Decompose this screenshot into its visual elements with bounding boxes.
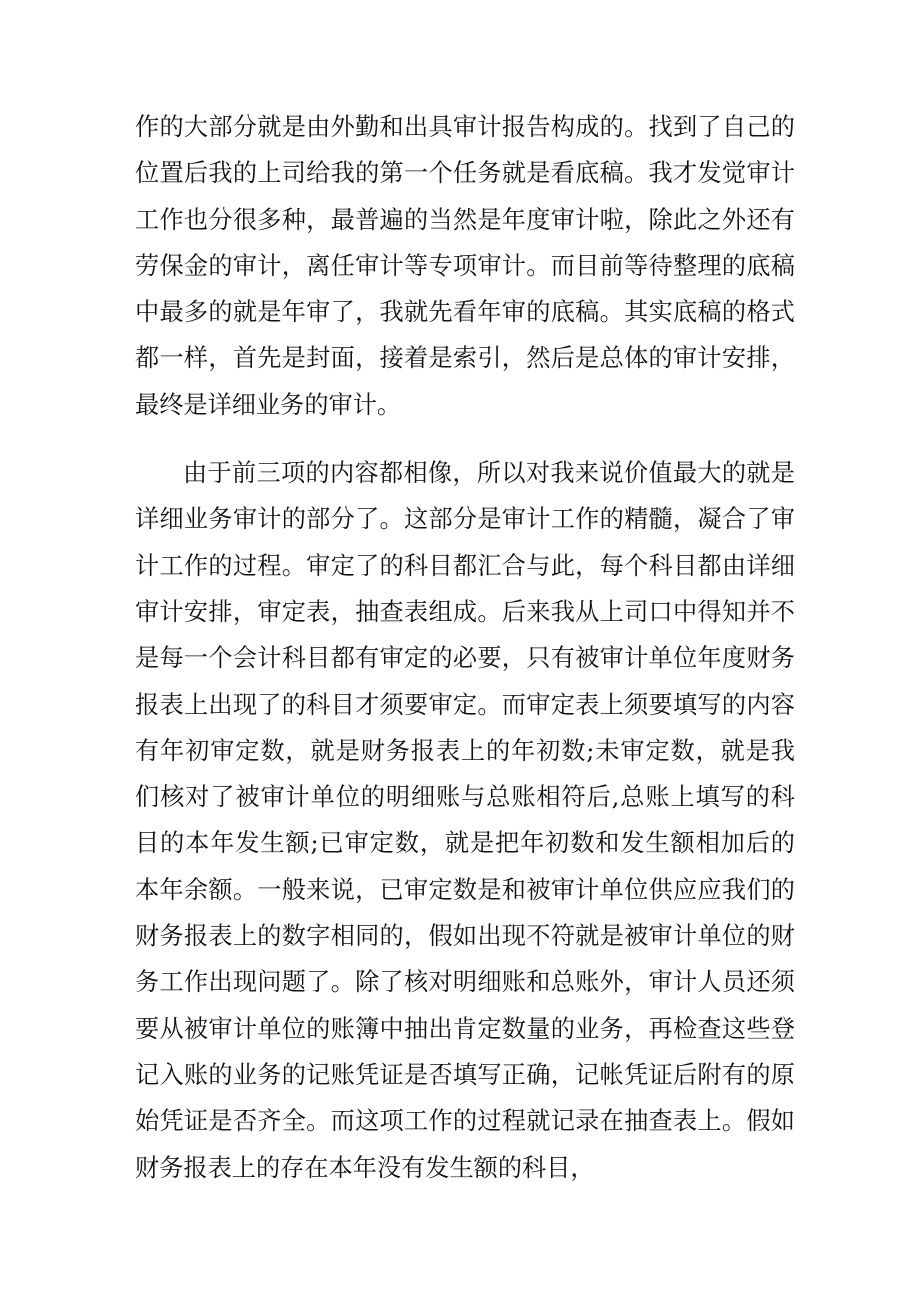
paragraph-1: 作的大部分就是由外勤和出具审计报告构成的。找到了自己的位置后我的上司给我的第一个任务就是看底稿。我才发觉审计工作也分很多种，最普遍的当然是年度审计啦，除此之外还有劳保金的审计，离任审计等专项审计。而目前等待整理的底稿中最多的就是年审了，我就先看年审的底稿。其实底稿的格式都一样，首先是封面，接着是索引，然后是总体的审计安排，最终是详细业务的审计。 <box>135 113 795 419</box>
document-body <box>135 104 795 1213</box>
paragraph-2: 由于前三项的内容都相像，所以对我来说价值最大的就是详细业务审计的部分了。这部分是审计工作的精髓，凝合了审计工作的过程。审定了的科目都汇合与此，每个科目都由详细审计安排，审定表，抽查表组成。后来我从上司口中得知并不是每一个会计科目都有审定的必要，只有被审计单位年度财务报表上出现了的科目才须要审定。而审定表上须要填写的内容有年初审定数，就是财务报表上的年初数;未审定数，就是我们核对了被审计单位的明细账与总账相符后,总账上填写的科目的本年发生额;已审定数，就是把年初数和发生额相加后的本年余额。一般来说，已审定数是和被审计单位供应应我们的财务报表上的数字相同的，假如出现不符就是被审计单位的财务工作出现问题了。除了核对明细账和总账外，审计人员还须要从被审计单位的账簿中抽出肯定数量的业务，再检查这些登记入账的业务的记账凭证是否填写正确，记帐凭证后附有的原始凭证是否齐全。而这项工作的过程就记录在抽查表上。假如财务报表上的存在本年没有发生额的科目， <box>135 459 795 1182</box>
